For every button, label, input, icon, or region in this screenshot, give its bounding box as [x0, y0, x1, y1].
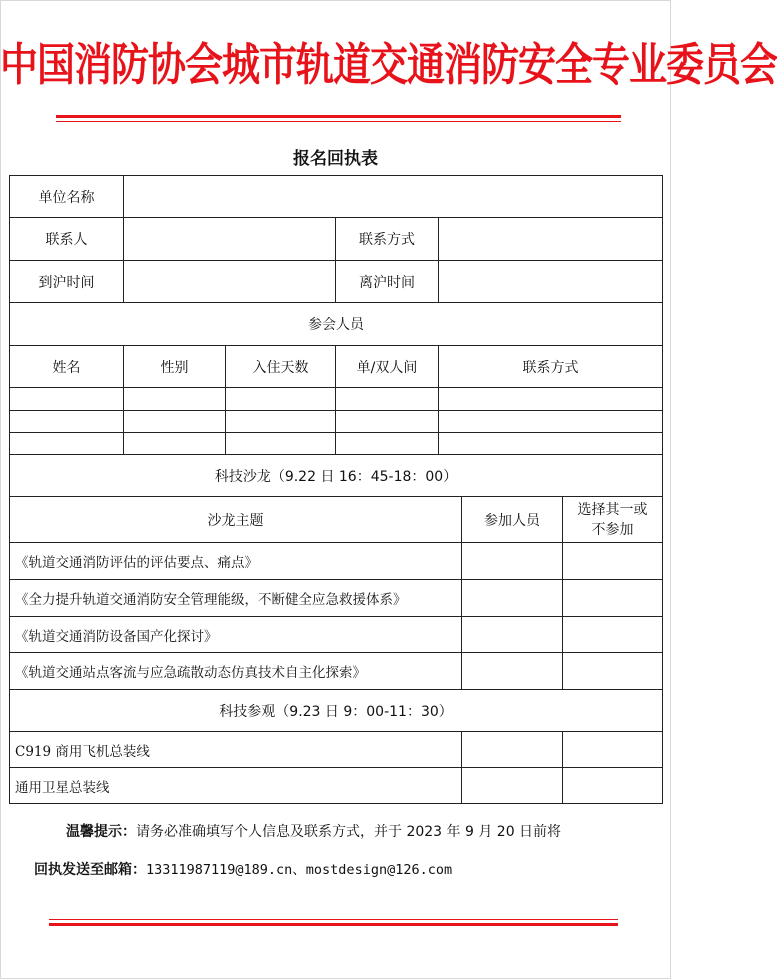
salon-topic-row: 《轨道交通消防评估的评估要点、痛点》 [10, 543, 462, 580]
tip-line [66, 821, 561, 841]
unit-name-field[interactable] [124, 176, 663, 218]
attendee-nights-cell[interactable] [226, 433, 336, 455]
departure-time-field[interactable] [439, 261, 663, 303]
attendees-section-heading: 参会人员 [10, 303, 663, 346]
attendee-gender-cell[interactable] [124, 388, 226, 411]
salon-topic-row: 《全力提升轨道交通消防安全管理能级，不断健全应急救援体系》 [10, 580, 462, 617]
salon-section-heading: 科技沙龙（9.22 日 16：45-18：00） [10, 455, 663, 497]
footer-rule-thin [49, 919, 618, 920]
visit-choice-cell[interactable] [563, 732, 663, 768]
salon-choice-cell[interactable] [563, 580, 663, 617]
contact-person-field[interactable] [124, 218, 336, 261]
registration-table [9, 175, 663, 804]
arrival-time-field[interactable] [124, 261, 336, 303]
attendee-nights-cell[interactable] [226, 411, 336, 433]
footer-rule-thick [49, 923, 618, 926]
visit-item-row: C919 商用飞机总装线 [10, 732, 462, 768]
org-name-heading: 中国消防协会城市轨道交通消防安全专业委员会 [0, 38, 777, 91]
salon-participants-cell[interactable] [462, 617, 563, 653]
salon-participants-cell[interactable] [462, 580, 563, 617]
salon-participants-cell[interactable] [462, 543, 563, 580]
column-header-participants: 参加人员 [462, 497, 563, 543]
attendee-room-cell[interactable] [336, 433, 439, 455]
salon-choice-cell[interactable] [563, 653, 663, 690]
email-addresses: 13311987119@189.cn、mostdesign@126.com [146, 862, 453, 878]
salon-topic-row: 《轨道交通站点客流与应急疏散动态仿真技术自主化探索》 [10, 653, 462, 690]
column-header-name: 姓名 [10, 346, 124, 388]
tip-label: 温馨提示： [66, 824, 136, 840]
attendee-name-cell[interactable] [10, 388, 124, 411]
column-header-room-type: 单/双人间 [336, 346, 439, 388]
contact-method-field[interactable] [439, 218, 663, 261]
column-header-salon-topic: 沙龙主题 [10, 497, 462, 543]
attendee-gender-cell[interactable] [124, 433, 226, 455]
visit-item-row: 通用卫星总装线 [10, 768, 462, 804]
attendee-contact-cell[interactable] [439, 411, 663, 433]
visit-participants-cell[interactable] [462, 768, 563, 804]
contact-person-label: 联系人 [10, 218, 124, 261]
visit-section-heading: 科技参观（9.23 日 9：00-11：30） [10, 690, 663, 732]
tip-text: 请务必准确填写个人信息及联系方式，并于 2023 年 9 月 20 日前将 [136, 824, 562, 840]
choice-header-text: 选择其一或不参加 [577, 501, 648, 538]
email-line [34, 858, 452, 879]
contact-method-label: 联系方式 [336, 218, 439, 261]
salon-topic-row: 《轨道交通消防设备国产化探讨》 [10, 617, 462, 653]
unit-name-label: 单位名称 [10, 176, 124, 218]
column-header-choice [563, 497, 663, 543]
attendee-name-cell[interactable] [10, 411, 124, 433]
departure-time-label: 离沪时间 [336, 261, 439, 303]
attendee-nights-cell[interactable] [226, 388, 336, 411]
arrival-time-label: 到沪时间 [10, 261, 124, 303]
salon-choice-cell[interactable] [563, 543, 663, 580]
column-header-contact: 联系方式 [439, 346, 663, 388]
email-label: 回执发送至邮箱： [34, 862, 146, 878]
attendee-gender-cell[interactable] [124, 411, 226, 433]
visit-choice-cell[interactable] [563, 768, 663, 804]
attendee-name-cell[interactable] [10, 433, 124, 455]
salon-choice-cell[interactable] [563, 617, 663, 653]
column-header-gender: 性别 [124, 346, 226, 388]
attendee-room-cell[interactable] [336, 411, 439, 433]
form-title: 报名回执表 [293, 149, 378, 169]
attendee-room-cell[interactable] [336, 388, 439, 411]
salon-participants-cell[interactable] [462, 653, 563, 690]
attendee-contact-cell[interactable] [439, 388, 663, 411]
header-rule-thick [56, 115, 621, 118]
column-header-nights: 入住天数 [226, 346, 336, 388]
attendee-contact-cell[interactable] [439, 433, 663, 455]
visit-participants-cell[interactable] [462, 732, 563, 768]
header-rule-thin [56, 121, 621, 122]
